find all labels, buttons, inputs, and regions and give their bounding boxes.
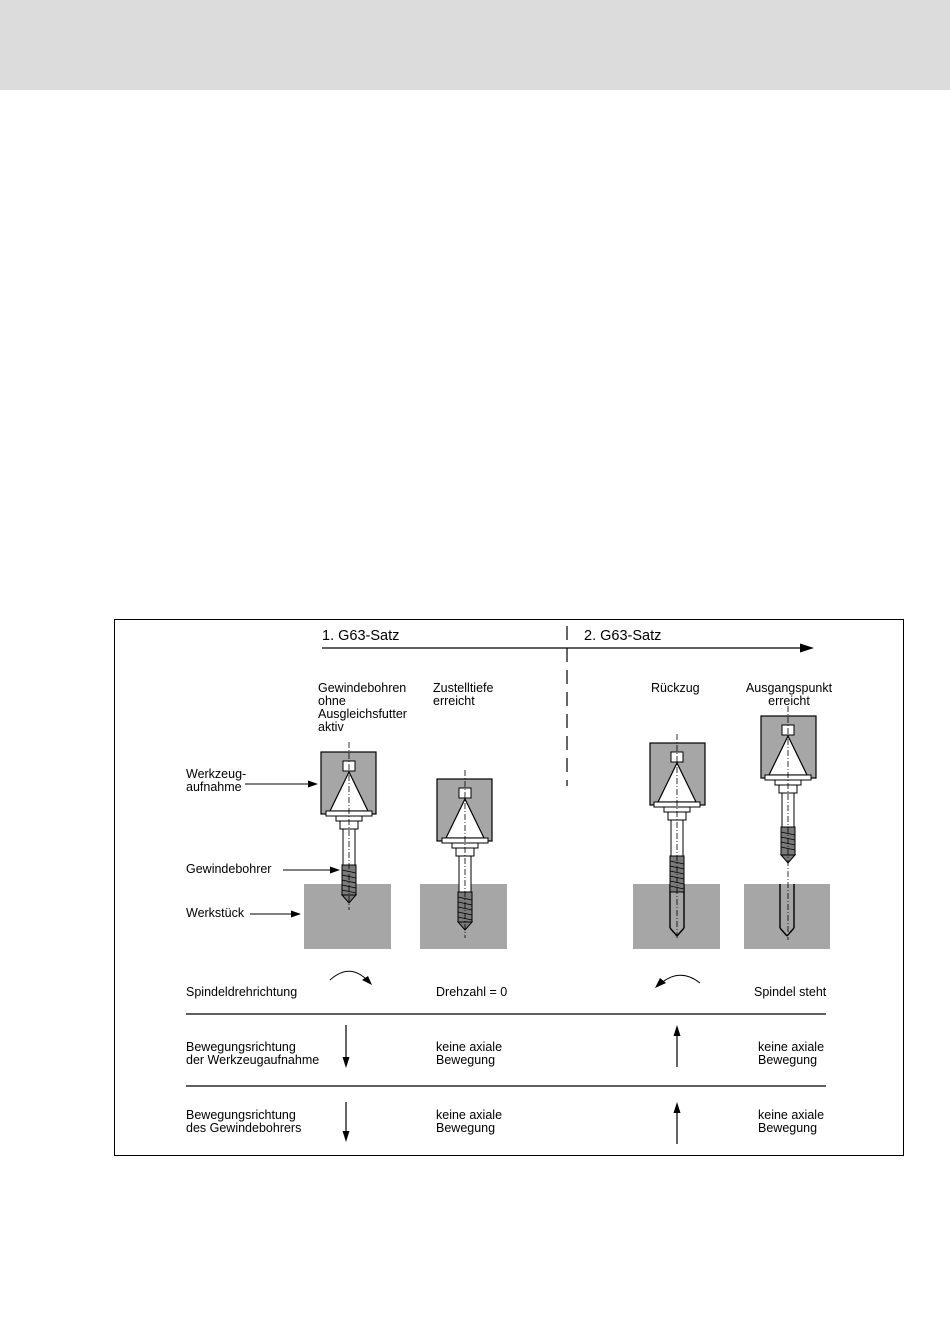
rotation-arrow-ccw	[655, 975, 700, 988]
phase-label-first: 1. G63-Satz	[322, 628, 400, 644]
phase-label-second: 2. G63-Satz	[584, 628, 662, 644]
stage-caption-start: Ausgangspunkt erreicht	[745, 681, 833, 708]
stage-caption-retract: Rückzug	[651, 681, 700, 695]
rotation-arrow-cw	[330, 971, 372, 985]
pointer-tool-holder	[245, 781, 318, 788]
arrow-holder-up	[674, 1025, 681, 1067]
part-label-workpiece: Werkstück	[186, 906, 245, 920]
spindle-value-start: Spindel steht	[754, 985, 827, 999]
stage-caption-depth: Zustelltiefe erreicht	[433, 681, 494, 708]
arrow-tap-down	[343, 1102, 350, 1142]
arrow-tap-up	[674, 1102, 681, 1144]
holder-motion-value-depth: keine axiale Bewegung	[436, 1040, 503, 1067]
row-label-tap-motion: Bewegungsrichtung des Gewindebohrers	[186, 1108, 302, 1135]
timeline-arrowhead	[800, 644, 814, 653]
stage-caption-tapping: Gewindebohren ohne Ausgleichsfutter aktiv	[318, 681, 407, 734]
tap-motion-value-depth: keine axiale Bewegung	[436, 1108, 503, 1135]
tap-motion-value-start: keine axiale Bewegung	[758, 1108, 825, 1135]
part-label-tap: Gewindebohrer	[186, 862, 272, 876]
pointer-tap	[283, 867, 340, 874]
holder-motion-value-start: keine axiale Bewegung	[758, 1040, 825, 1067]
part-label-tool-holder: Werkzeug- aufnahme	[186, 767, 247, 794]
pointer-workpiece	[250, 911, 301, 918]
workpiece-4	[744, 884, 830, 949]
row-label-holder-motion: Bewegungsrichtung der Werkzeugaufnahme	[186, 1040, 320, 1067]
row-label-spindle: Spindeldrehrichtung	[186, 985, 298, 999]
workpiece-3	[633, 884, 720, 949]
arrow-holder-down	[343, 1025, 350, 1068]
spindle-value-depth: Drehzahl = 0	[436, 985, 508, 999]
